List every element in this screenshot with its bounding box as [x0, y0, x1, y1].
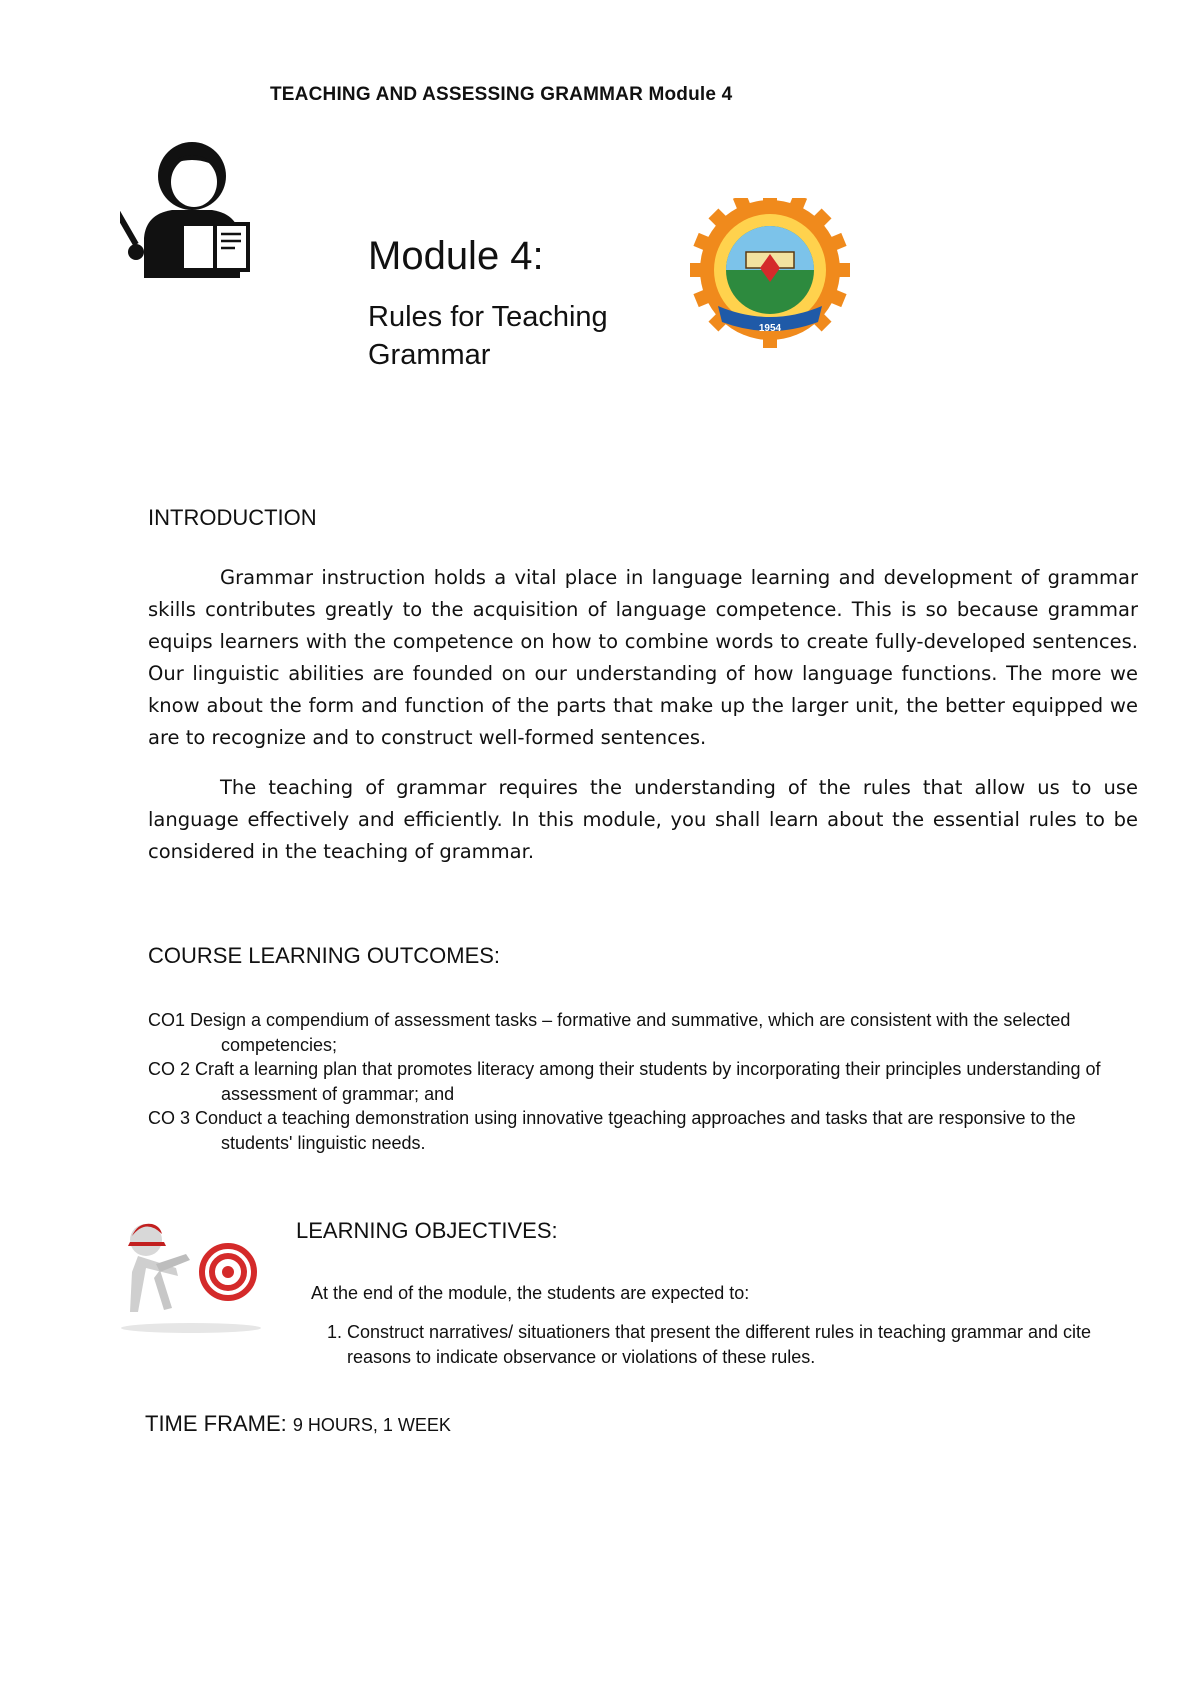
target-runner-icon: [116, 1212, 266, 1334]
seal-year: 1954: [758, 323, 782, 334]
module-title: Module 4:: [368, 234, 544, 278]
learning-objectives-list: [311, 1320, 1111, 1369]
course-outcome-item: CO1 Design a compendium of assessment tasks – formative and summative, which are consistent with the selected competencies;: [148, 1010, 1071, 1055]
course-learning-outcomes-heading: COURSE LEARNING OUTCOMES:: [148, 943, 501, 968]
course-outcome-item: CO 2 Craft a learning plan that promotes literacy among their students by incorporating their principles understanding of assessment of grammar; and: [148, 1059, 1101, 1104]
page-header: TEACHING AND ASSESSING GRAMMAR Module 4: [270, 84, 733, 105]
time-frame-label: TIME FRAME:: [145, 1411, 287, 1436]
introduction-paragraph: The teaching of grammar requires the understanding of the rules that allow us to use language effectively and efficiently. In this module, you shall learn about the essential rules to be considered in the teaching of grammar.: [148, 776, 1138, 863]
module-subtitle: Rules for Teaching Grammar: [368, 301, 608, 371]
teacher-with-book-icon: [120, 138, 260, 278]
course-outcome-item: CO 3 Conduct a teaching demonstration using innovative tgeaching approaches and tasks that are responsive to the students' linguistic needs.: [148, 1108, 1076, 1153]
learning-objective-item: 1. Construct narratives/ situationers that present the different rules in teaching grammar and cite reasons to indicate observance or violations of these rules.: [327, 1322, 1092, 1367]
time-frame-value: 9 HOURS, 1 WEEK: [292, 1415, 451, 1435]
introduction-paragraph: Grammar instruction holds a vital place in language learning and development of grammar skills contributes greatly to the acquisition of language competence. This is so because grammar equips learners with the competence on how to combine words to create fully-developed sentences. Our linguistic abilities are founded on our understanding of how language functions. The more we know about the form and function of the parts that make up the larger unit, the better equipped we are to recognize and to construct well-formed sentences.: [148, 566, 1138, 749]
introduction-heading: INTRODUCTION: [148, 505, 317, 530]
learning-objectives-intro: At the end of the module, the students are expected to:: [311, 1283, 750, 1303]
learning-objectives-heading: LEARNING OBJECTIVES:: [296, 1218, 558, 1243]
course-outcomes-list: [148, 1008, 1138, 1155]
college-seal-logo: [690, 198, 850, 348]
time-frame: [145, 1411, 451, 1437]
